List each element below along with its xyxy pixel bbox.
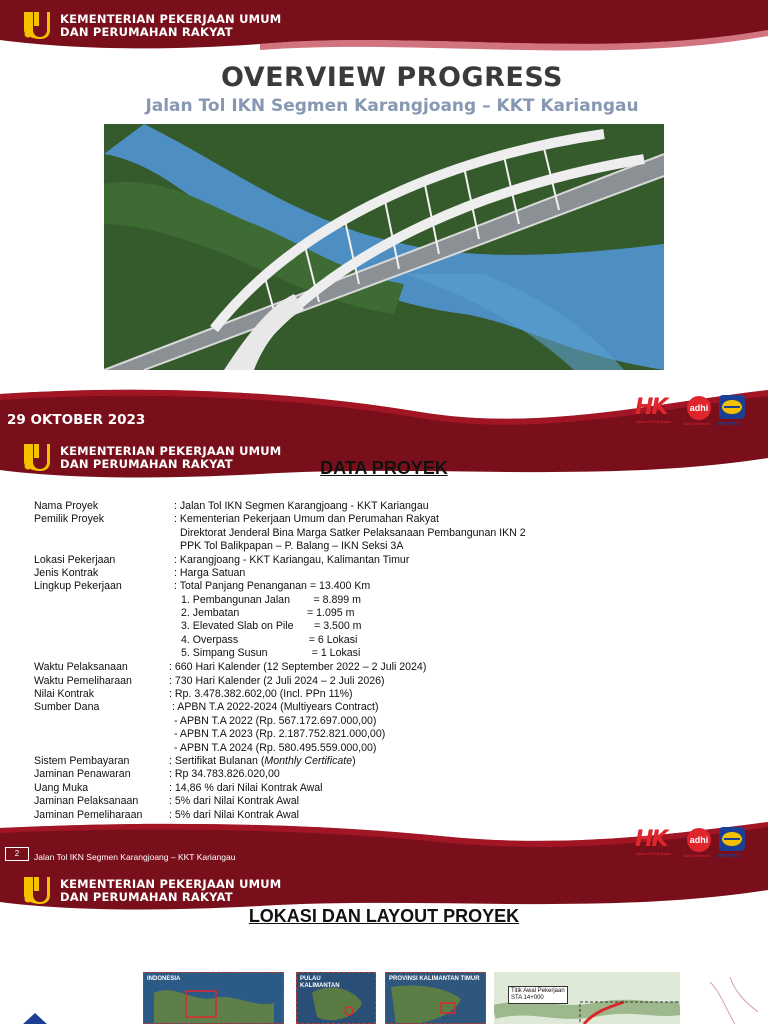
partner-logos-2	[635, 826, 747, 858]
funding-item: - APBN T.A 2023 (Rp. 2.187.752.821.000,00)	[174, 728, 386, 740]
map-kaltim	[385, 972, 486, 1024]
row-label: Jaminan Penawaran	[34, 768, 131, 780]
scope-item: 5. Simpang Susun = 1 Lokasi	[181, 647, 361, 659]
row-label: Jaminan Pelaksanaan	[34, 795, 139, 807]
funding-item: - APBN T.A 2022 (Rp. 567.172.697.000,00)	[174, 715, 377, 727]
ministry-name-3	[60, 878, 281, 904]
row-label: Jaminan Pemeliharaan	[34, 809, 143, 821]
payment-italic: Monthly Certificate	[264, 755, 353, 767]
row-value: : 660 Hari Kalender (12 September 2022 – 2 Juli 2024)	[169, 661, 427, 673]
row-label: Nama Proyek	[34, 500, 99, 512]
row-value: PPK Tol Balikpapan – P. Balang – IKN Seksi 3A	[180, 540, 404, 552]
row-value: : Jalan Tol IKN Segmen Karangjoang - KKT Kariangau	[174, 500, 429, 512]
map-label: INDONESIA	[147, 976, 181, 982]
map-label: PROVINSI KALIMANTAN TIMUR	[389, 976, 480, 982]
scope-item: 1. Pembangunan Jalan = 8.899 m	[181, 594, 361, 606]
row-value: Direktorat Jenderal Bina Marga Satker Pelaksanaan Pembangunan IKN 2	[180, 527, 526, 539]
row-value: : Kementerian Pekerjaan Umum dan Perumahan Rakyat	[174, 513, 439, 525]
row-value: : Total Panjang Penanganan = 13.400 Km	[174, 580, 371, 592]
adhi-logo: adhi	[687, 396, 711, 420]
ministry-line1: KEMENTERIAN PEKERJAAN UMUM	[60, 877, 282, 891]
hk-tagline: Spirit of Work Better	[636, 851, 672, 856]
ministry-line1: KEMENTERIAN PEKERJAAN UMUM	[60, 444, 282, 458]
partner-logos-1	[635, 394, 747, 426]
hk-logo: HK	[635, 827, 667, 852]
footer-project-name: Jalan Tol IKN Segmen Karangjoang – KKT Kariangau	[34, 852, 236, 862]
row-label: Lingkup Pekerjaan	[34, 580, 122, 592]
ministry-line2: DAN PERUMAHAN RAKYAT	[60, 890, 233, 904]
row-label: Pemilik Proyek	[34, 513, 105, 525]
map-edge-fragment	[700, 972, 760, 1024]
ministry-line1: KEMENTERIAN PEKERJAAN UMUM	[60, 12, 282, 26]
map-kalimantan	[296, 972, 376, 1024]
hk-logo: HK	[635, 395, 667, 420]
payment-end: )	[352, 755, 356, 767]
bridge-render-image	[104, 124, 664, 370]
slide3-corner-mark	[22, 1012, 48, 1024]
adhi-logo: adhi	[687, 828, 711, 852]
row-label: Waktu Pelaksanaan	[34, 661, 128, 673]
row-label: Jenis Kontrak	[34, 567, 99, 579]
row-value: : Karangjoang - KKT Kariangau, Kalimantan Timur	[174, 554, 410, 566]
row-value: : 730 Hari Kalender (2 Juli 2024 – 2 Juli 2026)	[169, 675, 385, 687]
row-label: Waktu Pemeliharaan	[34, 675, 132, 687]
brantas-logo	[719, 395, 745, 419]
row-value: : Rp 34.783.826.020,00	[169, 768, 280, 780]
row-label: Lokasi Pekerjaan	[34, 554, 116, 566]
payment-text: : Sertifikat Bulanan (	[169, 755, 265, 767]
map-project-layout	[494, 972, 680, 1024]
overview-subtitle: Jalan Tol IKN Segmen Karangjoang – KKT Kariangau	[145, 96, 639, 116]
funding-item: - APBN T.A 2024 (Rp. 580.495.559.000,00)	[174, 742, 377, 754]
pupr-logo	[22, 10, 52, 40]
scope-item: 3. Elevated Slab on Pile = 3.500 m	[181, 620, 362, 632]
brantas-tagline: BRANTAS	[718, 853, 740, 858]
scope-item: 2. Jembatan = 1.095 m	[181, 607, 355, 619]
row-value	[169, 755, 356, 768]
row-label: Sistem Pembayaran	[34, 755, 130, 767]
presentation-date: 29 OKTOBER 2023	[7, 412, 146, 428]
row-value: : 14,86 % dari Nilai Kontrak Awal	[169, 782, 323, 794]
adhi-tagline: Karya Harmoni	[683, 853, 710, 858]
row-value: : APBN T.A 2022-2024 (Multiyears Contract)	[172, 701, 379, 713]
ministry-line2: DAN PERUMAHAN RAKYAT	[60, 25, 233, 39]
scope-item: 4. Overpass = 6 Lokasi	[181, 634, 358, 646]
row-label: Uang Muka	[34, 782, 89, 794]
map-indonesia	[143, 972, 284, 1024]
ministry-name	[60, 13, 281, 39]
brantas-tagline: BRANTAS	[718, 421, 740, 426]
adhi-tagline: Karya Harmoni	[683, 421, 710, 426]
brantas-logo	[719, 827, 745, 851]
map-label: PULAU KALIMANTAN	[300, 976, 340, 989]
pupr-logo-3	[22, 875, 52, 905]
row-value: : Rp. 3.478.382.602,00 (Incl. PPn 11%)	[169, 688, 353, 700]
row-label: Nilai Kontrak	[34, 688, 95, 700]
row-value: : Harga Satuan	[174, 567, 246, 579]
ministry-line2: DAN PERUMAHAN RAKYAT	[60, 457, 233, 471]
row-label: Sumber Dana	[34, 701, 100, 713]
row-value: : 5% dari Nilai Kontrak Awal	[169, 795, 299, 807]
row-value: : 5% dari Nilai Kontrak Awal	[169, 809, 299, 821]
page-number: 2	[5, 847, 29, 861]
map-label: Titik Awal Pekerjaan STA 14+000	[508, 986, 568, 1004]
overview-title: OVERVIEW PROGRESS	[220, 62, 564, 93]
hk-tagline: Spirit of Work Better	[636, 419, 672, 424]
lokasi-layout-title: LOKASI DAN LAYOUT PROYEK	[248, 906, 520, 926]
data-proyek-title: DATA PROYEK	[320, 458, 448, 478]
